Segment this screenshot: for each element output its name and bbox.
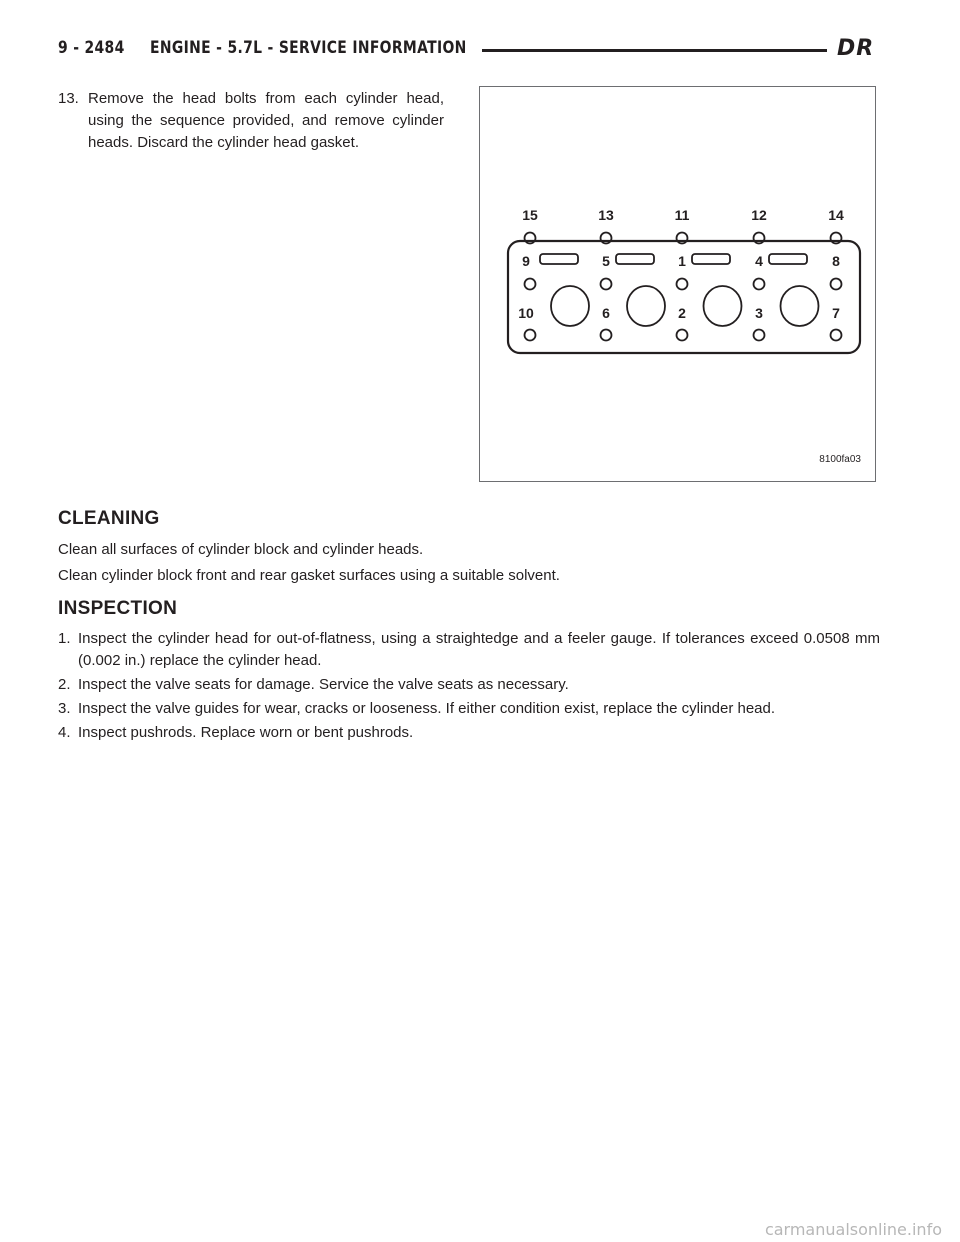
port-slot [769, 254, 807, 264]
page-number: 9 - 2484 [58, 38, 125, 58]
page-header [58, 38, 880, 62]
bolt-label-9: 9 [522, 253, 530, 269]
port-slot [616, 254, 654, 264]
combustion-chamber [627, 286, 665, 326]
bolt-hole-6 [601, 330, 612, 341]
bolt-label-12: 12 [751, 207, 767, 223]
bolt-hole-5 [601, 279, 612, 290]
step-13-text: Remove the head bolts from each cylinder head, using the sequence provided, and remove cylinder heads. Discard the cylinder head gasket. [88, 90, 444, 151]
item-text: Inspect the valve seats for damage. Service the valve seats as necessary. [78, 676, 569, 693]
item-text: Inspect pushrods. Replace worn or bent pushrods. [78, 724, 414, 741]
bolt-hole-9 [525, 279, 536, 290]
item-text: Inspect the valve guides for wear, cracks or looseness. If either condition exist, replace the cylinder head. [78, 700, 776, 717]
bolt-label-3: 3 [755, 305, 763, 321]
port-slot [540, 254, 578, 264]
port-slot [692, 254, 730, 264]
bolt-label-13: 13 [598, 207, 614, 223]
inspection-item [58, 722, 880, 744]
header-rule [482, 49, 827, 52]
bolt-hole-4 [754, 279, 765, 290]
item-text: Inspect the cylinder head for out-of-flatness, using a straightedge and a feeler gauge. If tolerances exceed 0.0508 mm (0.002 in.) replace the cylinder head. [78, 630, 880, 669]
watermark-url: carmanualsonline.info [764, 1220, 942, 1239]
bolt-label-1: 1 [678, 253, 686, 269]
cleaning-heading: CLEANING [58, 508, 160, 529]
bolt-label-11: 11 [674, 207, 690, 223]
item-number: 3. [58, 700, 71, 717]
bolt-label-4: 4 [755, 253, 763, 269]
bolt-label-14: 14 [828, 207, 844, 223]
inspection-item [58, 628, 880, 672]
bolt-hole-1 [677, 279, 688, 290]
bolt-label-15: 15 [522, 207, 538, 223]
bolt-label-6: 6 [602, 305, 610, 321]
bolt-sequence-figure [479, 86, 876, 482]
brand-logo: DR [837, 36, 875, 61]
combustion-chamber [551, 286, 589, 326]
bolt-hole-8 [831, 279, 842, 290]
combustion-chamber [781, 286, 819, 326]
bolt-label-8: 8 [832, 253, 840, 269]
inspection-item [58, 674, 880, 696]
cleaning-paragraph-2: Clean cylinder block front and rear gasket surfaces using a suitable solvent. [58, 567, 560, 584]
bolt-label-10: 10 [518, 305, 534, 321]
item-number: 4. [58, 724, 71, 741]
bolt-label-7: 7 [832, 305, 840, 321]
item-number: 1. [58, 630, 71, 647]
item-number: 2. [58, 676, 71, 693]
cylinder-head-diagram [480, 87, 875, 481]
cleaning-paragraph-1: Clean all surfaces of cylinder block and cylinder heads. [58, 541, 424, 558]
bolt-hole-7 [831, 330, 842, 341]
bolt-label-2: 2 [678, 305, 686, 321]
bolt-label-5: 5 [602, 253, 610, 269]
figure-id: 8100fa03 [819, 454, 861, 465]
bolt-hole-3 [754, 330, 765, 341]
step-13 [58, 88, 444, 154]
combustion-chamber [704, 286, 742, 326]
bolt-hole-2 [677, 330, 688, 341]
bolt-hole-10 [525, 330, 536, 341]
inspection-list [58, 628, 880, 746]
inspection-item [58, 698, 880, 720]
inspection-heading: INSPECTION [58, 598, 178, 619]
step-13-number: 13. [58, 90, 79, 107]
section-title: ENGINE - 5.7L - SERVICE INFORMATION [150, 38, 467, 58]
